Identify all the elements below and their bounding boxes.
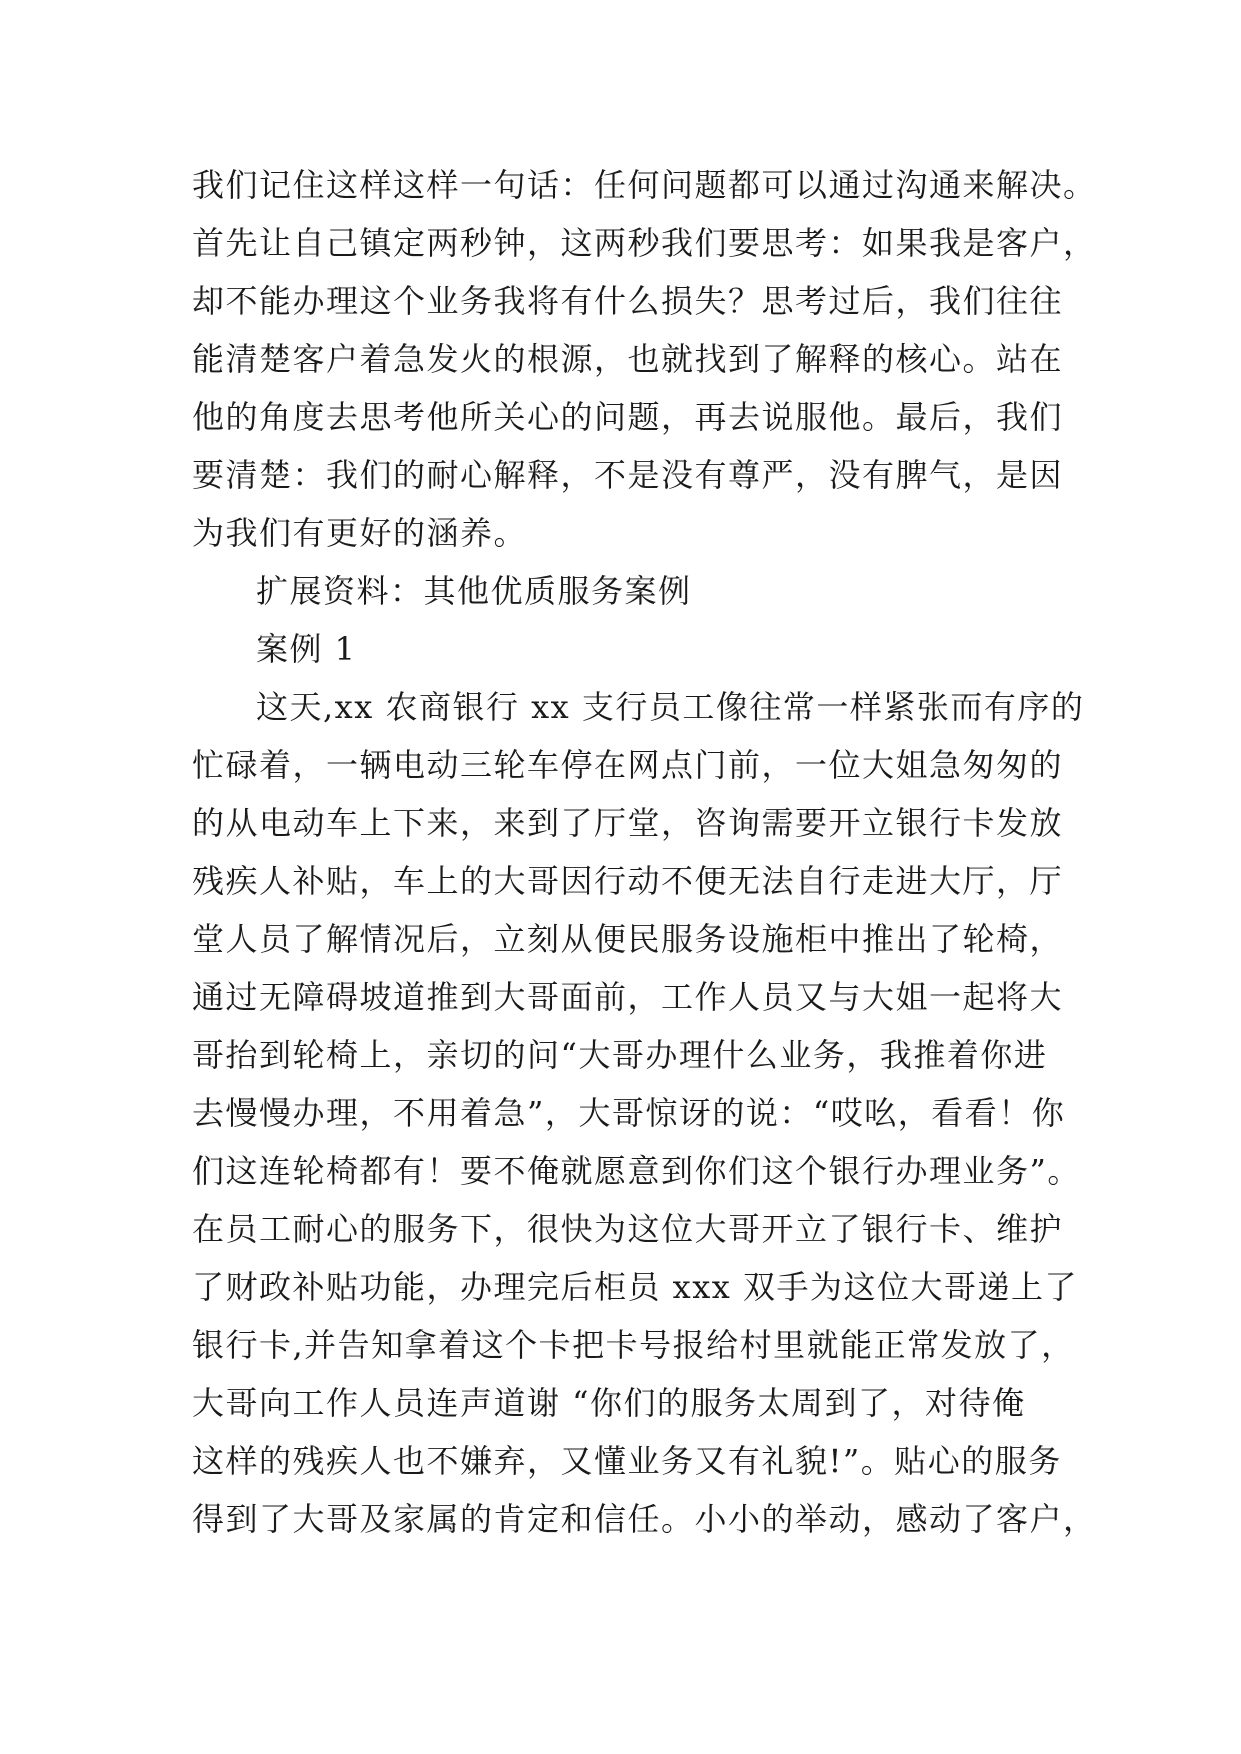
case-heading: 案例 1 <box>256 630 357 668</box>
section-heading: 扩展资料：其他优质服务案例 <box>256 572 692 610</box>
case-line: 去慢慢办理，不用着急”，大哥惊讶的说：“哎吆，看看！你 <box>192 1094 1066 1132</box>
case-line: 这样的残疾人也不嫌弃，又懂业务又有礼貌!”。贴心的服务 <box>192 1442 1062 1480</box>
paragraph-line: 首先让自己镇定两秒钟，这两秒我们要思考：如果我是客户， <box>192 224 1097 262</box>
case-line: 了财政补贴功能，办理完后柜员 xxx 双手为这位大哥递上了 <box>192 1268 1078 1306</box>
case-line: 大哥向工作人员连声道谢 “你们的服务太周到了，对待俺 <box>192 1384 1026 1422</box>
case-line: 残疾人补贴，车上的大哥因行动不便无法自行走进大厅，厅 <box>192 862 1064 900</box>
case-line: 得到了大哥及家属的肯定和信任。小小的举动，感动了客户， <box>192 1500 1097 1538</box>
paragraph-line: 为我们有更好的涵养。 <box>192 514 528 552</box>
case-line: 通过无障碍坡道推到大哥面前，工作人员又与大姐一起将大 <box>192 978 1064 1016</box>
case-line: 的从电动车上下来，来到了厅堂，咨询需要开立银行卡发放 <box>192 804 1064 842</box>
paragraph-line: 我们记住这样这样一句话：任何问题都可以通过沟通来解决。 <box>192 166 1097 204</box>
body-text <box>192 156 1097 1548</box>
paragraph-line: 却不能办理这个业务我将有什么损失？思考过后，我们往往 <box>192 282 1064 320</box>
case-line: 们这连轮椅都有！要不俺就愿意到你们这个银行办理业务”。 <box>192 1152 1081 1190</box>
case-line: 忙碌着，一辆电动三轮车停在网点门前，一位大姐急匆匆的 <box>192 746 1064 784</box>
paragraph-line: 他的角度去思考他所关心的问题，再去说服他。最后，我们 <box>192 398 1064 436</box>
case-line: 银行卡,并告知拿着这个卡把卡号报给村里就能正常发放了， <box>192 1326 1075 1364</box>
case-line: 在员工耐心的服务下，很快为这位大哥开立了银行卡、维护 <box>192 1210 1064 1248</box>
case-line: 堂人员了解情况后，立刻从便民服务设施柜中推出了轮椅， <box>192 920 1064 958</box>
case-line: 哥抬到轮椅上，亲切的问“大哥办理什么业务，我推着你进 <box>192 1036 1048 1074</box>
paragraph-line: 要清楚：我们的耐心解释，不是没有尊严，没有脾气，是因 <box>192 456 1064 494</box>
case-line: 这天,xx 农商银行 xx 支行员工像往常一样紧张而有序的 <box>256 688 1085 726</box>
paragraph-line: 能清楚客户着急发火的根源，也就找到了解释的核心。站在 <box>192 340 1064 378</box>
